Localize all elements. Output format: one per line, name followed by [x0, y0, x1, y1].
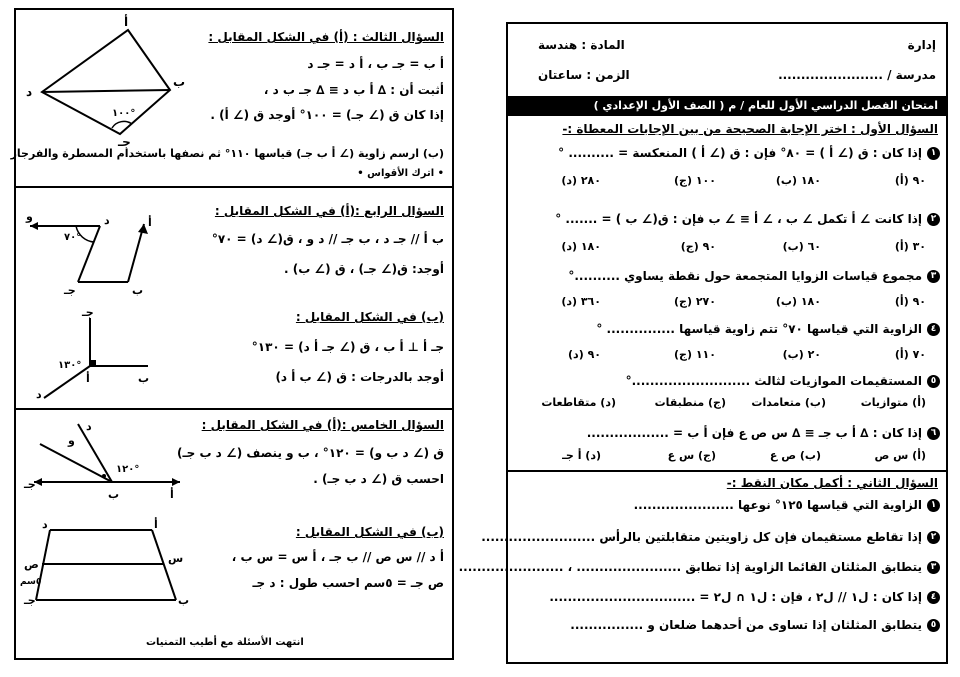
- fig4a-label-b: ب: [132, 284, 144, 297]
- perpendicular-figure: [20, 306, 170, 406]
- fig5b-label-a: أ: [154, 518, 158, 531]
- q1-option[interactable]: (أ) س ص: [874, 449, 926, 462]
- q1-option[interactable]: ٢٨٠ (د): [561, 174, 601, 187]
- fig4b-angle: ١٣٠°: [58, 360, 82, 371]
- fig4b-label-d: د: [36, 388, 42, 401]
- fig4a-label-c: جـ: [64, 284, 76, 297]
- q1-item-number: ٣: [927, 270, 940, 283]
- q3-line: أ ب = جـ ب ، أ د = جـ د: [307, 57, 444, 71]
- q1-item-number: ٥: [927, 375, 940, 388]
- q1-item-text: المستقيمات الموازيات لثالث ..........................°: [625, 374, 922, 388]
- kite-label-c: جـ: [118, 135, 131, 149]
- q2-item-text: يتطابق المثلثان القائما الزاوية إذا تطابق ....................... ، .......................: [458, 560, 922, 574]
- q1-item-number: ٢: [927, 213, 940, 226]
- q2-item-text: يتطابق المثلثان إذا تساوى من أحدهما ضلعان و ................: [570, 618, 922, 632]
- time-label: الزمن : ساعتان: [538, 68, 630, 82]
- fig5a-label-d: د: [86, 420, 92, 433]
- q1-option[interactable]: (ب) ص ع: [769, 449, 821, 462]
- q3-line: إذا كان ق (∠ جـ) = ١٠٠° أوجد ق (∠ أ) .: [210, 108, 444, 122]
- q3-note: • اترك الأقواس •: [357, 168, 444, 179]
- q1-option[interactable]: ٧٠ (أ): [894, 348, 926, 361]
- fig5a-label-c: جـ: [24, 478, 36, 491]
- q1-option[interactable]: ٩٠ (أ): [894, 174, 926, 187]
- q1-item-text: إذا كان : ق (∠ أ ) = ٨٠° فإن : ق (∠ أ ) المنعكسة = .......... °: [558, 146, 922, 160]
- fig5b-label-p: ص: [24, 558, 39, 571]
- fig4a-angle: ٧٠°: [64, 232, 82, 243]
- q1-option[interactable]: ٣٠ (أ): [894, 240, 926, 253]
- fig5a-label-b: ب: [108, 488, 120, 501]
- q3-part-b: (ب) ارسم زاوية (∠ أ ب جـ) قياسها ١١٠° ثم نصفها باستخدام المسطرة والفرجار: [10, 147, 444, 160]
- q1-option[interactable]: (أ) متوازيات: [860, 396, 926, 409]
- q2-item-number: ٤: [927, 591, 940, 604]
- q4-title: السؤال الرابع :(أ) في الشكل المقابل :: [214, 204, 444, 218]
- q4-line: ب أ // جـ د ، ب جـ // د و ، ق(∠ د) = ٧٠°: [211, 232, 444, 246]
- kite-angle: ١٠٠°: [112, 108, 136, 119]
- exam-page-one: [458, 22, 948, 664]
- fig4a-label-o: و: [26, 210, 33, 223]
- fig5b-label-d: د: [42, 518, 48, 531]
- fig5b-label-c: جـ: [24, 594, 36, 607]
- q4b-line: أوجد بالدرجات : ق (∠ ب أ د): [275, 370, 444, 384]
- q1-option[interactable]: ١١٠ (ج): [674, 348, 716, 361]
- q1-item-text: إذا كانت ∠ أ تكمل ∠ ب ، ∠ أ ≡ ∠ ب فإن : ق(∠ ب ) = ....... °: [555, 212, 922, 226]
- section-divider: [16, 408, 452, 410]
- q3-title: السؤال الثالث : (أ) في الشكل المقابل :: [208, 30, 444, 44]
- footer-note: انتهت الأسئلة مع أطيب التمنيات: [146, 637, 304, 648]
- q2-item-text: الزاوية التي قياسها ١٢٥° نوعها ......................: [633, 498, 922, 512]
- q1-option[interactable]: (ج) منطبقات: [654, 396, 726, 409]
- exam-page-two: [10, 8, 454, 660]
- q3-line: أثبت أن : ∆ أ ب د ≡ ∆ جـ ب د ،: [263, 83, 444, 97]
- q1-item-number: ٤: [927, 323, 940, 336]
- q2-item-number: ١: [927, 499, 940, 512]
- q1-item-text: إذا كان : ∆ أ ب جـ ≡ ∆ س ص ع فإن أ ب = ..................: [586, 426, 922, 440]
- fig5a-label-a: أ: [170, 488, 174, 501]
- fig4a-label-d: د: [104, 214, 110, 227]
- parallel-lines-figure: [20, 202, 180, 302]
- q1-option[interactable]: ٦٠ (ب): [782, 240, 821, 253]
- section-divider: [508, 470, 946, 472]
- q1-item-text: الزاوية التي قياسها ٧٠° تتم زاوية قياسها ............... °: [596, 322, 922, 336]
- trapezoid-figure: [20, 518, 190, 608]
- q5b-title: (ب) في الشكل المقابل :: [295, 525, 444, 539]
- fig4b-label-b: ب: [138, 372, 150, 385]
- q2-title: السؤال الثاني : أكمل مكان النقط :-: [726, 476, 938, 490]
- kite-label-d: د: [26, 85, 33, 99]
- q1-item-number: ٦: [927, 427, 940, 440]
- q2-item-number: ٥: [927, 619, 940, 632]
- q1-option[interactable]: (د) متقاطعات: [541, 396, 616, 409]
- fig5b-label-s: س: [168, 552, 184, 565]
- q1-item-number: ١: [927, 147, 940, 160]
- fig5a-label-o: و: [68, 434, 75, 447]
- section-divider: [16, 186, 452, 188]
- q1-item-text: مجموع قياسات الزوايا المتجمعة حول نقطة يساوي ..........°: [568, 269, 922, 283]
- fig5b-length: ٥سم: [20, 577, 42, 587]
- fig5a-angle: ١٢٠°: [116, 464, 140, 475]
- fig4b-label-c: جـ: [82, 306, 94, 319]
- q5-line: احسب ق (∠ د ب جـ) .: [313, 472, 444, 486]
- q4-line: أوجد: ق(∠ جـ) ، ق (∠ ب) .: [283, 262, 444, 276]
- q1-option[interactable]: ٩٠ (ج): [680, 240, 716, 253]
- q2-item-number: ٣: [927, 561, 940, 574]
- q5-line: ق (∠ د ب و) = ١٢٠° ، ب و ينصف (∠ د ب جـ): [177, 446, 444, 460]
- bisector-figure: [20, 414, 190, 504]
- school-label: مدرسة / .......................: [778, 68, 936, 82]
- q1-option[interactable]: (ج) س ع: [667, 449, 716, 462]
- fig5b-label-b: ب: [178, 594, 190, 607]
- kite-label-a: أ: [124, 15, 129, 29]
- q2-item-text: إذا تقاطع مستقيمان فإن كل زاويتين متقابلتين بالرأس .........................: [481, 530, 922, 544]
- q2-item-number: ٢: [927, 531, 940, 544]
- q1-option[interactable]: (ب) متعامدات: [751, 396, 826, 409]
- q1-option[interactable]: ٢٠ (ب): [782, 348, 821, 361]
- q5b-line: أ د // س ص // ب جـ ، أ س = س ب ،: [231, 550, 444, 564]
- kite-label-b: ب: [173, 75, 186, 89]
- admin-label: إدارة: [907, 38, 936, 52]
- q1-option[interactable]: ١٠٠ (ج): [674, 174, 716, 187]
- q1-option[interactable]: ٣٦٠ (د): [561, 295, 601, 308]
- q1-option[interactable]: ١٨٠ (د): [561, 240, 601, 253]
- q1-title: السؤال الأول : اختر الإجابة الصحيحة من بين الإجابات المعطاة :-: [562, 122, 938, 136]
- exam-title-banner: [508, 96, 946, 116]
- q2-item-text: إذا كان : ل١ // ل٢ ، فإن : ل١ ∩ ل٢ = ................................: [549, 590, 922, 604]
- q1-option[interactable]: ٩٠ (أ): [894, 295, 926, 308]
- q1-option[interactable]: ١٨٠ (ب): [775, 295, 821, 308]
- q1-option[interactable]: ١٨٠ (ب): [775, 174, 821, 187]
- kite-figure: [20, 15, 186, 149]
- q1-option[interactable]: ٢٧٠ (ج): [674, 295, 716, 308]
- q4b-line: جـ أ ⊥ أ ب ، ق (∠ جـ أ د) = ١٣٠°: [251, 340, 444, 354]
- q4b-title: (ب) في الشكل المقابل :: [295, 310, 444, 324]
- q1-option[interactable]: (د) أ جـ: [562, 449, 601, 462]
- q5b-line: ص جـ = ٥سم احسب طول : د جـ: [252, 576, 444, 590]
- exam-title: امتحان الفصل الدراسي الأول للعام / م ( الصف الأول الإعدادي ): [593, 99, 938, 112]
- q5-title: السؤال الخامس :(أ) في الشكل المقابل :: [201, 418, 444, 432]
- fig4a-label-a: أ: [148, 216, 152, 229]
- subject-label: المادة : هندسة: [538, 38, 625, 52]
- fig4b-label-a: أ: [86, 372, 90, 385]
- q1-option[interactable]: ٩٠ (د): [568, 348, 601, 361]
